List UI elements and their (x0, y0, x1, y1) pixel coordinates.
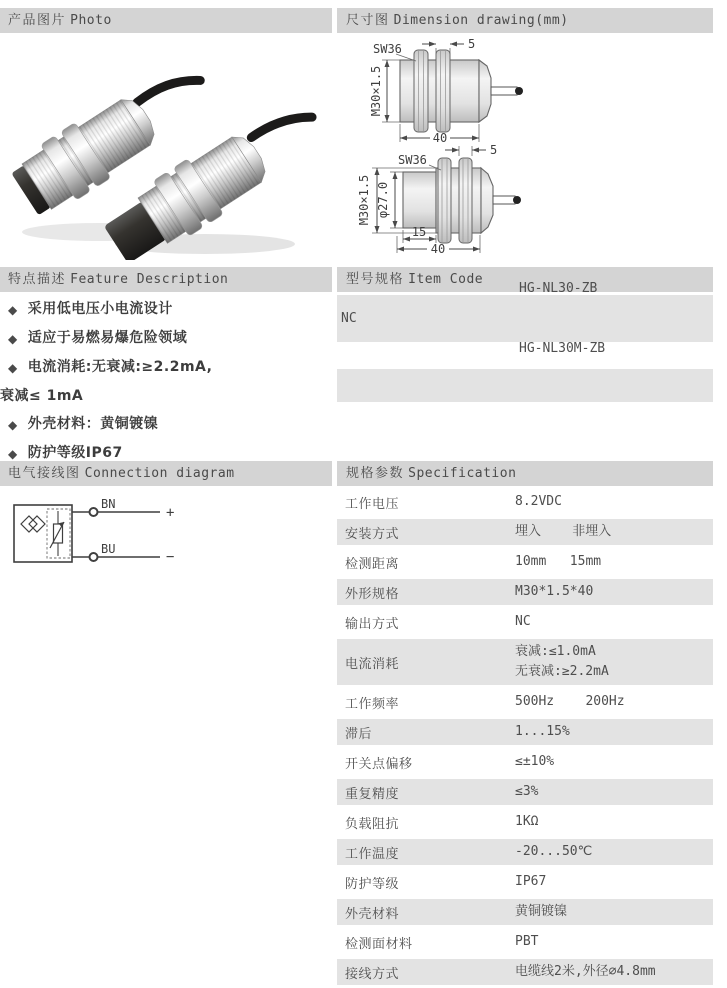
connection-title-zh: 电气接线图 (8, 466, 81, 481)
section-header-specification (337, 461, 713, 486)
spec-value: -20...50℃ (515, 844, 593, 859)
dimension-drawing-svg (337, 36, 713, 260)
spec-label: 检测面材料 (345, 936, 413, 952)
spec-value: M30*1.5*40 (515, 584, 594, 599)
item-code-cell (519, 239, 713, 399)
spec-value: PBT (515, 934, 539, 949)
spec-value: 1KΩ (515, 814, 539, 829)
spec-value: 电缆线2米,外径∅4.8mm (515, 964, 656, 979)
spec-label: 检测距离 (345, 556, 400, 572)
spec-value: 500Hz 200Hz (515, 694, 625, 709)
feature-text: 外壳材料：黄铜镀镍 (27, 416, 159, 432)
spec-label: 重复精度 (345, 786, 400, 802)
polarity-minus: − (166, 549, 175, 565)
drawing-non-flush (357, 143, 521, 256)
label-dim5-2: 5 (490, 143, 498, 157)
connection-diagram (0, 493, 332, 588)
spec-value: 衰减:≤1.0mA 无衰减:≥2.2mA (515, 644, 609, 679)
spec-label: 防护等级 (345, 876, 400, 892)
sensor-photo-illustration (0, 36, 332, 260)
spec-row (337, 839, 713, 865)
connection-diagram-svg (0, 493, 332, 588)
spec-label: 安装方式 (345, 526, 400, 542)
diamond-bullet-icon: ◆ (8, 447, 18, 461)
feature-title-en: Feature Description (70, 272, 229, 287)
label-sw36-2: SW36 (398, 153, 427, 167)
feature-item (0, 358, 332, 377)
feature-list (0, 300, 332, 473)
diamond-bullet-icon: ◆ (8, 418, 18, 432)
spec-row (337, 489, 713, 515)
label-m30-2: M30×1.5 (357, 174, 371, 226)
spec-row (337, 549, 713, 575)
section-header-feature (0, 267, 332, 292)
feature-title-zh: 特点描述 (8, 272, 67, 287)
feature-text: 电流消耗:无衰减:≥2.2mA, (27, 359, 213, 375)
specification-table (337, 489, 713, 988)
spec-value: 1...15% (515, 724, 570, 739)
product-photo (0, 36, 332, 260)
feature-text: 衰减≤ 1mA (0, 388, 84, 404)
output-type-cell: NC (341, 311, 357, 326)
spec-label: 滞后 (345, 726, 373, 742)
spec-row (337, 809, 713, 835)
photo-title-en: Photo (70, 13, 112, 28)
spec-label: 接线方式 (345, 966, 400, 982)
feature-text: 适应于易燃易爆危险领域 (27, 330, 188, 346)
section-header-connection (0, 461, 332, 486)
connection-title-en: Connection diagram (84, 466, 235, 481)
spec-label: 负载阻抗 (345, 816, 400, 832)
diamond-bullet-icon: ◆ (8, 332, 18, 346)
spec-label: 输出方式 (345, 616, 400, 632)
section-header-photo (0, 8, 332, 33)
spec-row (337, 929, 713, 955)
wire-label-bn: BN (101, 497, 116, 511)
spec-value: 10mm 15mm (515, 554, 602, 569)
spec-row (337, 609, 713, 635)
label-dim40-1: 40 (432, 131, 448, 145)
feature-item-continuation (0, 387, 332, 405)
dimension-title-zh: 尺寸图 (346, 13, 390, 28)
spec-value: 8.2VDC (515, 494, 562, 509)
drawing-flush (369, 37, 523, 145)
label-m30-1: M30×1.5 (369, 65, 383, 117)
label-sw36-1: SW36 (373, 42, 402, 56)
feature-text: 采用低电压小电流设计 (27, 301, 173, 317)
photo-title-zh: 产品图片 (8, 13, 67, 28)
spec-row (337, 719, 713, 745)
spec-label: 外形规格 (345, 586, 400, 602)
spec-row (337, 869, 713, 895)
spec-row (337, 519, 713, 545)
specification-title-en: Specification (408, 466, 517, 481)
spec-label: 工作温度 (345, 846, 400, 862)
spec-label: 开关点偏移 (345, 756, 413, 772)
spec-row (337, 639, 713, 685)
item-code-value: HG-NL30M-ZB (519, 340, 606, 356)
feature-text: 防护等级IP67 (27, 445, 123, 461)
feature-item (0, 300, 332, 319)
spec-row (337, 899, 713, 925)
item-code-value: HG-NL30-ZB (519, 280, 598, 296)
diamond-bullet-icon: ◆ (8, 303, 18, 317)
section-header-dimension (337, 8, 713, 33)
diamond-bullet-icon: ◆ (8, 361, 18, 375)
item-code-row (337, 280, 713, 356)
spec-value: 黄铜镀镍 (515, 904, 568, 919)
label-dim15: 15 (411, 225, 427, 239)
item-code-table (337, 280, 713, 402)
spec-label: 工作频率 (345, 696, 400, 712)
spec-value: NC (515, 614, 531, 629)
spec-label: 外壳材料 (345, 906, 400, 922)
spec-label: 工作电压 (345, 496, 400, 512)
spec-value: IP67 (515, 874, 547, 889)
dimension-title-en: Dimension drawing(mm) (393, 13, 569, 28)
spec-row (337, 779, 713, 805)
feature-item (0, 415, 332, 434)
label-dia27: φ27.0 (376, 181, 390, 219)
spec-value: 埋入 非埋入 (515, 524, 612, 539)
polarity-plus: + (166, 505, 175, 521)
wire-label-bu: BU (101, 542, 116, 556)
itemcode-title-zh: 型号规格 (346, 272, 405, 287)
specification-title-zh: 规格参数 (346, 466, 405, 481)
spec-label: 电流消耗 (345, 656, 400, 672)
spec-row (337, 689, 713, 715)
label-dim40-2: 40 (430, 242, 446, 256)
feature-item (0, 329, 332, 348)
spec-row (337, 959, 713, 985)
spec-row (337, 579, 713, 605)
itemcode-title-en: Item Code (408, 272, 484, 287)
spec-row (337, 749, 713, 775)
dimension-drawings (337, 36, 713, 260)
spec-value: ≤3% (515, 784, 539, 799)
spec-value: ≤±10% (515, 754, 555, 769)
label-dim5-1: 5 (468, 37, 476, 51)
